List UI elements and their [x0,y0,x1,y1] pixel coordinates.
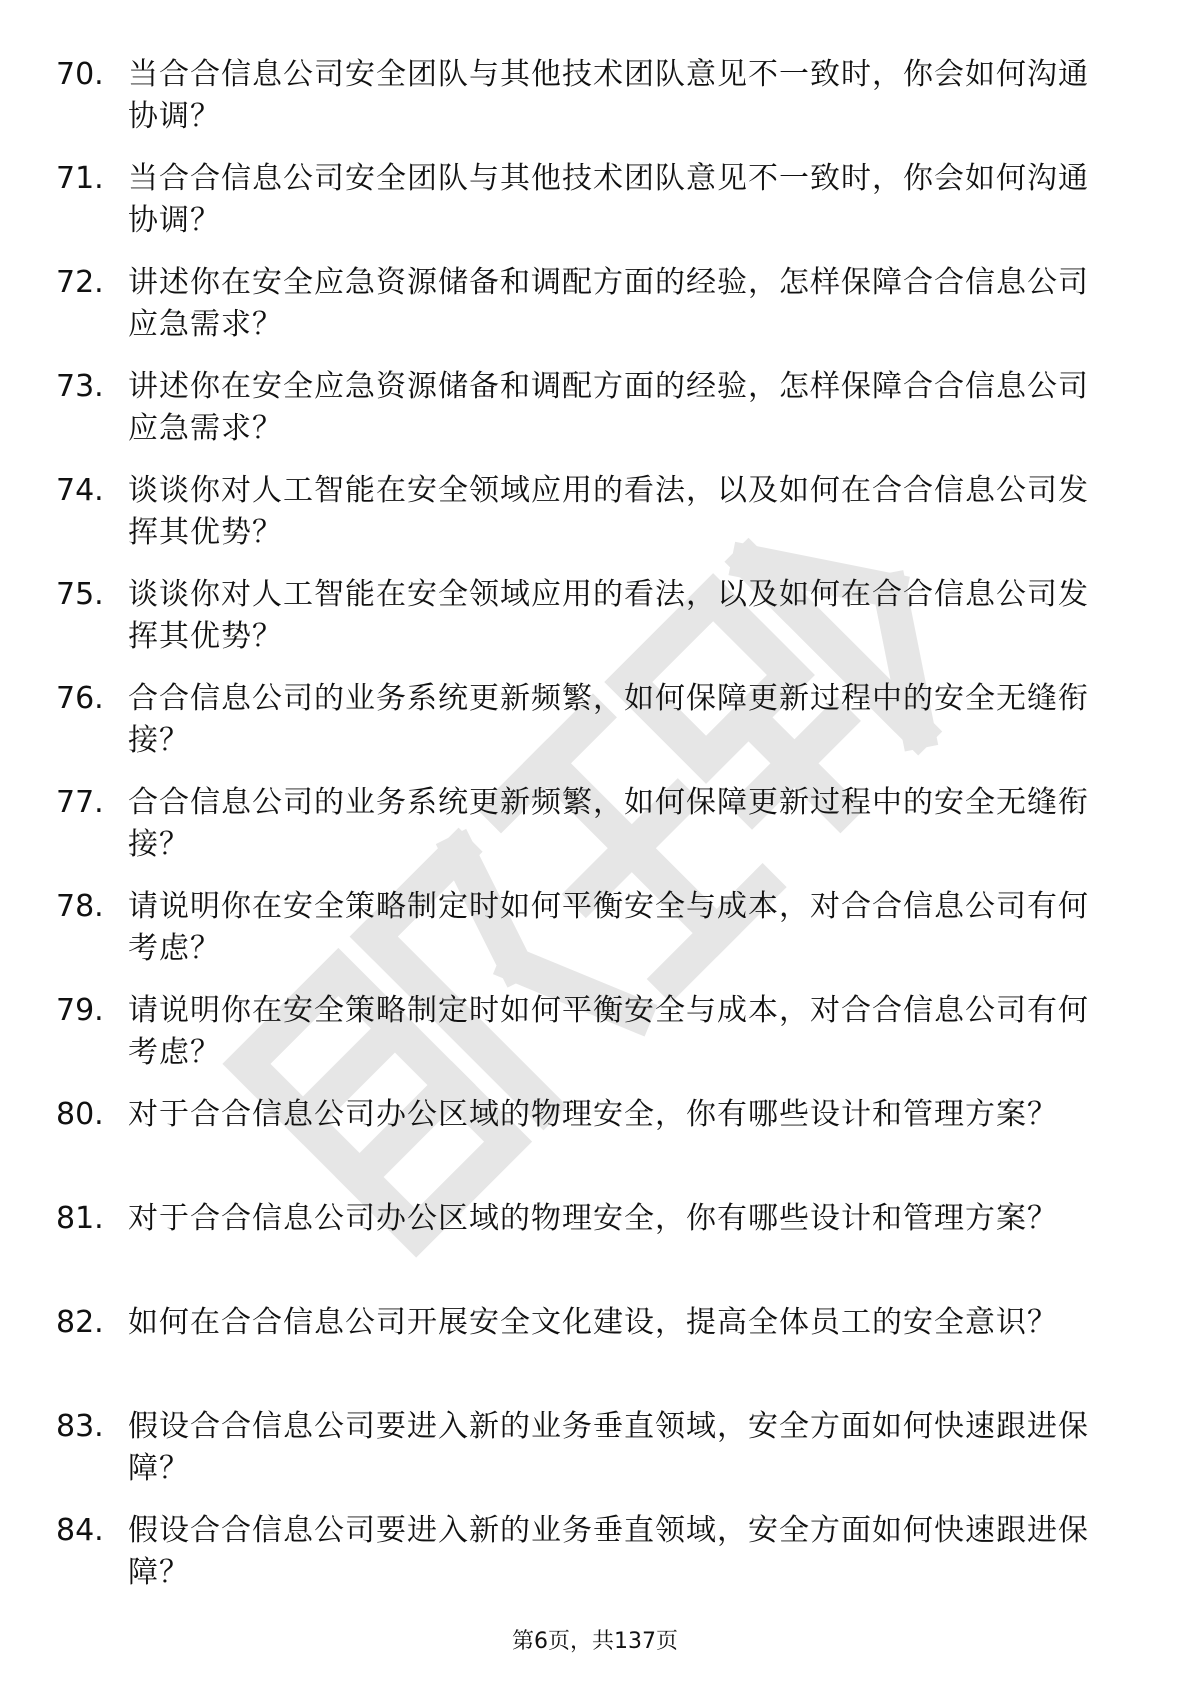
question-number: 83. [56,1409,104,1444]
question-number: 77. [56,785,104,820]
question-number: 81. [56,1201,104,1236]
question-text: 讲述你在安全应急资源储备和调配方面的经验，怎样保障合合信息公司应急需求？ [128,265,1089,342]
question-text: 假设合合信息公司要进入新的业务垂直领域，安全方面如何快速跟进保障？ [128,1513,1089,1590]
page-footer [0,1628,1190,1656]
page-number-label: 第6页，共137页 [512,1629,678,1654]
question-number: 84. [56,1513,104,1548]
question-item [56,366,1116,470]
question-item [56,158,1116,262]
question-item [56,1094,1116,1198]
question-item [56,262,1116,366]
question-number: 78. [56,889,104,924]
question-item [56,470,1116,574]
question-item [56,886,1116,990]
question-text: 假设合合信息公司要进入新的业务垂直领域，安全方面如何快速跟进保障？ [128,1409,1089,1486]
question-text: 如何在合合信息公司开展安全文化建设，提高全体员工的安全意识？ [128,1305,1058,1340]
question-text: 合合信息公司的业务系统更新频繁，如何保障更新过程中的安全无缝衔接？ [128,681,1089,758]
question-number: 76. [56,681,104,716]
question-number: 74. [56,473,104,508]
question-item [56,1198,1116,1302]
question-number: 71. [56,161,104,196]
question-number: 79. [56,993,104,1028]
question-list [56,54,1116,1614]
question-text: 当合合信息公司安全团队与其他技术团队意见不一致时，你会如何沟通协调？ [128,161,1089,238]
question-item [56,1406,1116,1510]
question-text: 当合合信息公司安全团队与其他技术团队意见不一致时，你会如何沟通协调？ [128,57,1089,134]
question-text: 请说明你在安全策略制定时如何平衡安全与成本，对合合信息公司有何考虑？ [128,993,1089,1070]
question-number: 72. [56,265,104,300]
question-text: 请说明你在安全策略制定时如何平衡安全与成本，对合合信息公司有何考虑？ [128,889,1089,966]
question-number: 80. [56,1097,104,1132]
question-item [56,54,1116,158]
question-item [56,1510,1116,1614]
question-text: 谈谈你对人工智能在安全领域应用的看法，以及如何在合合信息公司发挥其优势？ [128,473,1089,550]
question-text: 对于合合信息公司办公区域的物理安全，你有哪些设计和管理方案？ [128,1097,1058,1132]
question-item [56,990,1116,1094]
question-text: 对于合合信息公司办公区域的物理安全，你有哪些设计和管理方案？ [128,1201,1058,1236]
question-item [56,574,1116,678]
question-number: 73. [56,369,104,404]
question-text: 合合信息公司的业务系统更新频繁，如何保障更新过程中的安全无缝衔接？ [128,785,1089,862]
question-number: 82. [56,1305,104,1340]
question-item [56,782,1116,886]
question-text: 谈谈你对人工智能在安全领域应用的看法，以及如何在合合信息公司发挥其优势？ [128,577,1089,654]
question-item [56,678,1116,782]
question-text: 讲述你在安全应急资源储备和调配方面的经验，怎样保障合合信息公司应急需求？ [128,369,1089,446]
question-number: 75. [56,577,104,612]
question-item [56,1302,1116,1406]
question-number: 70. [56,57,104,92]
